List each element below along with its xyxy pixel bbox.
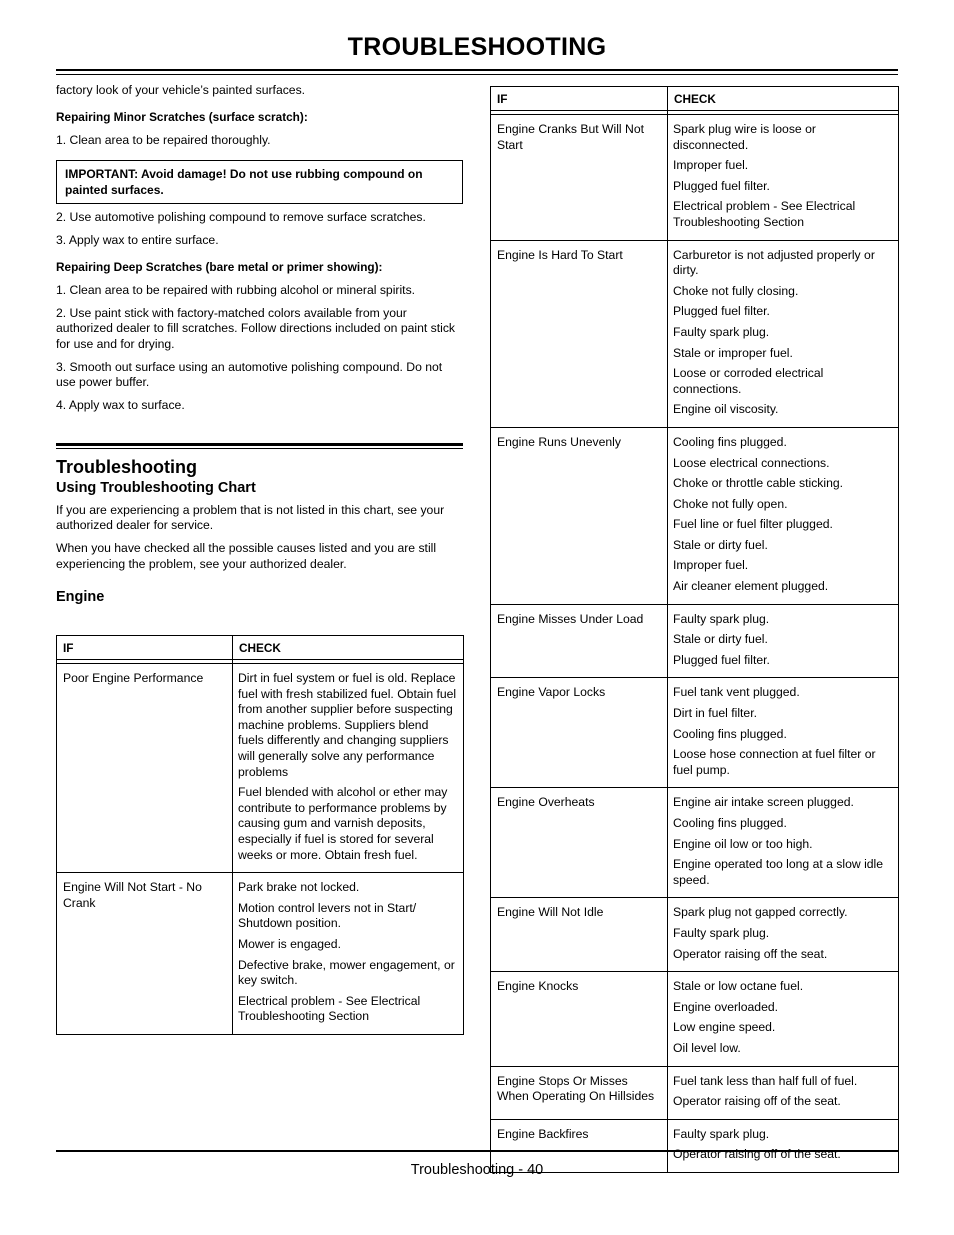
check-cell (668, 898, 899, 972)
table-row (491, 788, 899, 898)
check-item: Loose or corroded electrical connections. (673, 366, 824, 396)
check-item: Choke not fully closing. (673, 283, 799, 298)
section-title: Troubleshooting (56, 456, 197, 477)
table-row (57, 664, 464, 873)
table-row (491, 427, 899, 604)
if-header: IF (57, 636, 233, 660)
check-cell (233, 664, 464, 873)
check-item: Engine oil low or too high. (673, 836, 813, 851)
if-cell: Engine Knocks (491, 972, 668, 1066)
if-cell: Engine Will Not Start - No Crank (57, 873, 233, 1035)
check-item: Faulty spark plug. (673, 611, 770, 626)
check-item: Stale or improper fuel. (673, 345, 793, 360)
deep-step-1: 1. Clean area to be repaired with rubbing alcohol or mineral spirits. (56, 282, 416, 297)
check-item: Fuel blended with alcohol or ether may contribute to performance problems by causing gum and varnish deposits, especially if fuel is stored for several weeks or more. Obtain fresh fuel. (238, 785, 448, 862)
table-row (57, 873, 464, 1035)
engine-heading: Engine (56, 589, 105, 605)
engine-table-right (490, 86, 899, 1173)
check-item: Faulty spark plug. (673, 925, 770, 940)
check-item: Spark plug not gapped correctly. (673, 905, 848, 920)
if-header: IF (491, 87, 668, 111)
check-item: Defective brake, mower engagement, or key switch. (238, 957, 455, 988)
if-cell: Engine Misses Under Load (491, 604, 668, 678)
check-item: Choke or throttle cable sticking. (673, 476, 844, 491)
minor-scratches-heading: Repairing Minor Scratches (surface scratch): (56, 109, 308, 124)
left-column (56, 83, 463, 606)
deep-scratches-heading: Repairing Deep Scratches (bare metal or primer showing): (56, 259, 383, 274)
table-row (491, 678, 899, 788)
check-item: Stale or dirty fuel. (673, 632, 768, 647)
check-item: Engine air intake screen plugged. (673, 795, 854, 810)
if-cell: Engine Vapor Locks (491, 678, 668, 788)
check-item: Spark plug wire is loose or disconnected. (673, 122, 816, 152)
check-item: Engine oil viscosity. (673, 402, 779, 417)
section-rule-thin (56, 448, 463, 449)
check-item: Cooling fins plugged. (673, 726, 787, 741)
check-item: Improper fuel. (673, 558, 749, 573)
check-item: Fuel tank less than half full of fuel. (673, 1073, 858, 1088)
check-cell (668, 427, 899, 604)
check-item: Mower is engaged. (238, 936, 341, 951)
if-cell: Engine Cranks But Will Not Start (491, 115, 668, 241)
page-footer: Troubleshooting - 40 (410, 1162, 544, 1178)
check-cell (668, 604, 899, 678)
check-item: Plugged fuel filter. (673, 178, 770, 193)
intro-paragraph: factory look of your vehicle’s painted surfaces. (56, 83, 306, 97)
chart-subtitle: Using Troubleshooting Chart (56, 480, 256, 496)
check-item: Loose electrical connections. (673, 455, 830, 470)
engine-table-left (56, 635, 464, 1035)
chart-paragraph-1: If you are experiencing a problem that is not listed in this chart, see your authorized dealer for service. (56, 502, 445, 532)
check-item: Dirt in fuel system or fuel is old. Replace fuel with fresh stabilized fuel. Obtain fuel from another supplier before suspecting machine problems. Suppliers blend fuels differently and changing suppliers will generally solve any performance problems (238, 671, 457, 779)
table-row (491, 240, 899, 427)
check-item: Plugged fuel filter. (673, 652, 770, 667)
important-notice: IMPORTANT: Avoid damage! Do not use rubbing compound on painted surfaces. (56, 160, 463, 204)
header-rule-thin (56, 74, 898, 75)
check-item: Motion control levers not in Start/ Shutdown position. (238, 900, 417, 931)
check-item: Oil level low. (673, 1040, 741, 1055)
check-cell (668, 1066, 899, 1119)
check-item: Engine operated too long at a slow idle speed. (673, 857, 884, 887)
check-item: Cooling fins plugged. (673, 434, 787, 449)
check-item: Cooling fins plugged. (673, 816, 787, 830)
check-item: Operator raising off of the seat. (673, 1147, 841, 1162)
table-row (491, 1066, 899, 1119)
table-row (491, 898, 899, 972)
if-cell: Poor Engine Performance (57, 664, 233, 873)
check-item: Air cleaner element plugged. (673, 579, 829, 594)
check-item: Stale or dirty fuel. (673, 537, 768, 552)
table-row (491, 115, 899, 241)
check-item: Carburetor is not adjusted properly or dirty. (673, 247, 875, 278)
header-rule (56, 69, 898, 71)
check-item: Faulty spark plug. (673, 324, 770, 339)
page-title: TROUBLESHOOTING (347, 33, 607, 61)
deep-step-4: 4. Apply wax to surface. (56, 398, 185, 412)
check-item: Fuel line or fuel filter plugged. (673, 517, 833, 532)
minor-step-3: 3. Apply wax to entire surface. (56, 233, 219, 247)
table-row (491, 972, 899, 1066)
if-cell: Engine Backfires (491, 1119, 668, 1172)
deep-step-2: 2. Use paint stick with factory-matched colors available from your authorized dealer to fill scratches. Follow directions included on paint stick for use and for drying. (56, 305, 456, 351)
check-cell (668, 972, 899, 1066)
check-item: Electrical problem - See Electrical Troubleshooting Section (673, 199, 856, 229)
if-cell: Engine Runs Unevenly (491, 427, 668, 604)
check-item: Fuel tank vent plugged. (673, 685, 800, 700)
check-item: Operator raising off of the seat. (673, 1094, 841, 1109)
check-item: Improper fuel. (673, 158, 749, 173)
table-row (491, 604, 899, 678)
if-cell: Engine Will Not Idle (491, 898, 668, 972)
check-cell (668, 115, 899, 241)
check-header: CHECK (233, 636, 464, 660)
minor-step-2: 2. Use automotive polishing compound to remove surface scratches. (56, 210, 426, 224)
minor-step-1: 1. Clean area to be repaired thoroughly. (56, 132, 271, 147)
check-item: Low engine speed. (673, 1020, 776, 1035)
check-item: Engine overloaded. (673, 999, 779, 1014)
check-cell (233, 873, 464, 1035)
if-cell: Engine Stops Or Misses When Operating On Hillsides (491, 1066, 668, 1119)
section-rule (56, 443, 463, 446)
footer-rule (56, 1150, 898, 1152)
check-cell (668, 240, 899, 427)
check-item: Stale or low octane fuel. (673, 979, 804, 994)
check-item: Faulty spark plug. (673, 1126, 770, 1141)
check-item: Operator raising off the seat. (673, 946, 828, 961)
chart-paragraph-2: When you have checked all the possible causes listed and you are still experiencing the problem, see your authorized dealer. (56, 541, 437, 571)
if-cell: Engine Overheats (491, 788, 668, 898)
deep-step-3: 3. Smooth out surface using an automotive polishing compound. Do not use power buffer. (56, 359, 443, 389)
check-item: Plugged fuel filter. (673, 304, 770, 319)
check-item: Loose hose connection at fuel filter or fuel pump. (673, 747, 876, 777)
check-item: Park brake not locked. (238, 880, 360, 895)
if-cell: Engine Is Hard To Start (491, 240, 668, 427)
check-header: CHECK (668, 87, 899, 111)
check-cell (668, 678, 899, 788)
check-cell (668, 788, 899, 898)
check-item: Choke not fully open. (673, 496, 788, 511)
check-item: Electrical problem - See Electrical Troubleshooting Section (238, 993, 421, 1024)
check-item: Dirt in fuel filter. (673, 706, 757, 721)
